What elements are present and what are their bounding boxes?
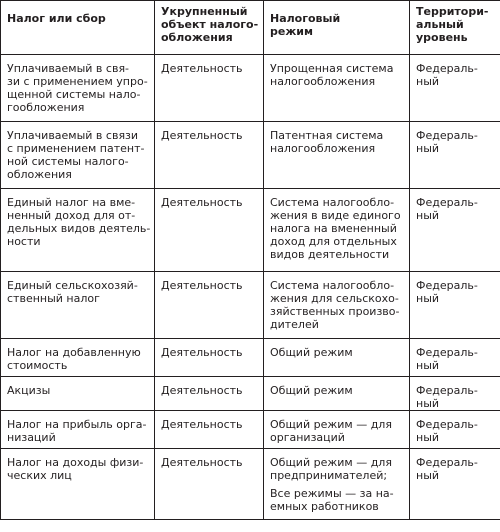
cell-tax: Налог на прибыль орга- низаций: [1, 411, 155, 449]
cell-level: Федераль- ный: [410, 377, 500, 411]
table-row: [1, 377, 500, 411]
table-row: [1, 339, 500, 377]
cell-regime: Система налогообло- жения в виде единого налога на вмененный доход для отдельных видов деятельности: [264, 189, 410, 272]
cell-tax: Налог на доходы физи- ческих лиц: [1, 449, 155, 520]
cell-regime: Общий режим — для организаций: [264, 411, 410, 449]
cell-level: Федераль- ный: [410, 55, 500, 122]
cell-regime: Общий режим: [264, 377, 410, 411]
cell-object: Деятельность: [155, 411, 264, 449]
cell-level: Федераль- ный: [410, 449, 500, 520]
cell-level: Федераль- ный: [410, 339, 500, 377]
cell-regime: Общий режим: [264, 339, 410, 377]
header-tax: Налог или сбор: [1, 1, 155, 55]
cell-tax: Налог на добавленную стоимость: [1, 339, 155, 377]
cell-tax: Уплачиваемый в свя- зи с применением упро- щенной системы нало- гообложения: [1, 55, 155, 122]
cell-level: Федераль- ный: [410, 122, 500, 189]
cell-object: Деятельность: [155, 55, 264, 122]
cell-object: Деятельность: [155, 272, 264, 339]
cell-object: Деятельность: [155, 449, 264, 520]
table-row: [1, 122, 500, 189]
cell-tax: Уплачиваемый в связи с применением патент- ной системы налого- обложения: [1, 122, 155, 189]
cell-object: Деятельность: [155, 377, 264, 411]
table-row: [1, 272, 500, 339]
table-row: [1, 449, 500, 520]
cell-object: Деятельность: [155, 122, 264, 189]
cell-tax: Акцизы: [1, 377, 155, 411]
header-regime: Налоговый режим: [264, 1, 410, 55]
cell-object: Деятельность: [155, 339, 264, 377]
cell-level: Федераль- ный: [410, 272, 500, 339]
table-body: [1, 55, 500, 520]
cell-level: Федераль- ный: [410, 411, 500, 449]
header-object: Укрупненный объект налого- обложения: [155, 1, 264, 55]
cell-regime: Упрощенная система налогообложения: [264, 55, 410, 122]
table-row: [1, 55, 500, 122]
table-row: [1, 411, 500, 449]
cell-level: Федераль- ный: [410, 189, 500, 272]
cell-tax: Единый сельскохозяй- ственный налог: [1, 272, 155, 339]
table-header-row: [1, 1, 500, 55]
cell-regime: Общий режим — для предпринимателей; Все режимы — за на- емных работников: [264, 449, 410, 520]
cell-regime: Система налогообло- жения для сельскохо- зяйственных произво- дителей: [264, 272, 410, 339]
cell-object: Деятельность: [155, 189, 264, 272]
cell-regime: Патентная система налогообложения: [264, 122, 410, 189]
cell-tax: Единый налог на вме- ненный доход для от- дельных видов деятель- ности: [1, 189, 155, 272]
header-level: Территори- альный уровень: [410, 1, 500, 55]
table-row: [1, 189, 500, 272]
